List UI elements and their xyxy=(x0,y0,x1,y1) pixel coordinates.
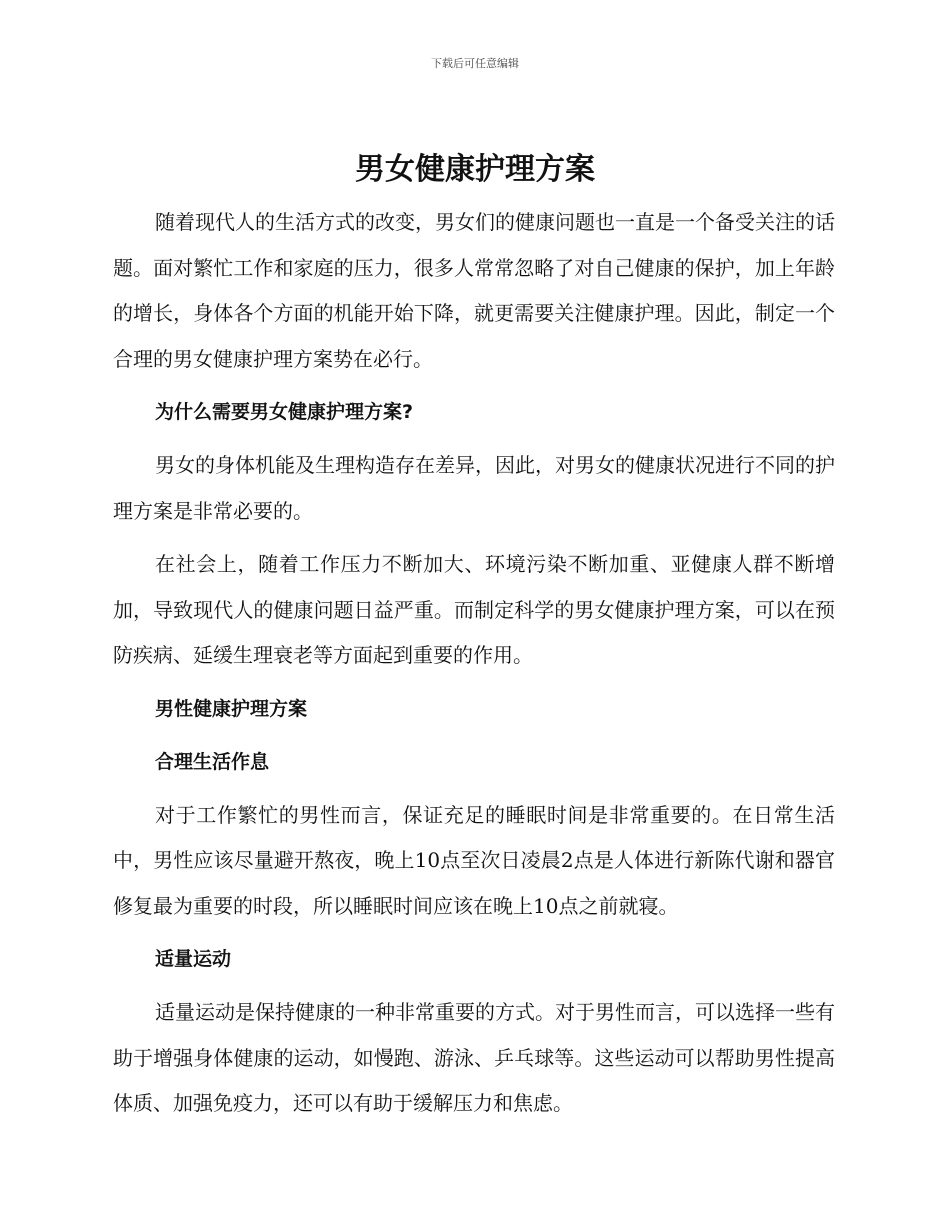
document-title: 男女健康护理方案 xyxy=(355,152,595,187)
paragraph-intro: 随着现代人的生活方式的改变，男女们的健康问题也一直是一个备受关注的话题。面对繁忙工作和家庭的压力，很多人常常忽略了对自己健康的保护，加上年龄的增长，身体各个方面的机能开始下降，就更需要关注健康护理。因此，制定一个合理的男女健康护理方案势在必行。 xyxy=(113,210,835,371)
heading-exercise: 适量运动 xyxy=(155,948,232,970)
paragraph-sleep: 对于工作繁忙的男性而言，保证充足的睡眠时间是非常重要的。在日常生活中，男性应该尽量避开熬夜，晚上10点至次日凌晨2点是人体进行新陈代谢和器官修复最为重要的时段，所以睡眠时间应该在晚上10点之前就寝。 xyxy=(113,802,835,918)
paragraph-exercise: 适量运动是保持健康的一种非常重要的方式。对于男性而言，可以选择一些有助于增强身体健康的运动，如慢跑、游泳、乒乓球等。这些运动可以帮助男性提高体质、加强免疫力，还可以有助于缓解压力和焦虑。 xyxy=(113,1000,835,1115)
header-note: 下载后可任意编辑 xyxy=(431,57,519,70)
document-body xyxy=(113,200,835,1135)
heading-male-plan: 男性健康护理方案 xyxy=(155,697,308,720)
heading-routine: 合理生活作息 xyxy=(155,750,270,773)
heading-why-needed: 为什么需要男女健康护理方案? xyxy=(155,401,414,423)
paragraph-differences: 男女的身体机能及生理构造存在差异，因此，对男女的健康状况进行不同的护理方案是非常必要的。 xyxy=(113,453,835,523)
paragraph-society: 在社会上，随着工作压力不断加大、环境污染不断加重、亚健康人群不断增加，导致现代人的健康问题日益严重。而制定科学的男女健康护理方案，可以在预防疾病、延缓生理衰老等方面起到重要的作用。 xyxy=(113,552,835,667)
